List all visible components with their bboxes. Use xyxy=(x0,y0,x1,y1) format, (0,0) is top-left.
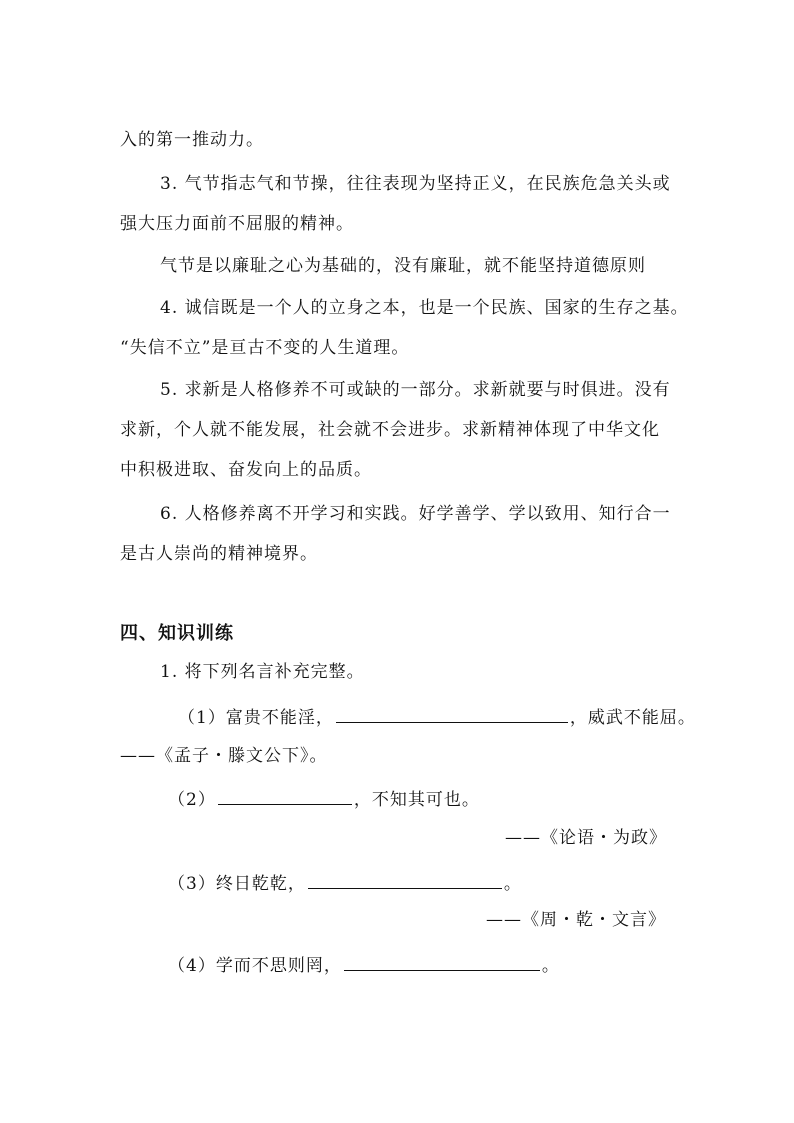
item-prefix: （2） xyxy=(168,790,216,810)
paragraph-line: 入的第一推动力。 xyxy=(120,130,264,150)
paragraph-line: 6. 人格修养离不开学习和实践。好学善学、学以致用、知行合一 xyxy=(160,504,671,524)
paragraph-line: 中积极进取、奋发向上的品质。 xyxy=(120,460,372,480)
paragraph-line: 是古人崇尚的精神境界。 xyxy=(120,544,318,564)
paragraph-line: 4. 诚信既是一个人的立身之本，也是一个民族、国家的生存之基。 xyxy=(160,298,689,318)
answer-blank[interactable] xyxy=(336,704,568,723)
fill-in-item-2 xyxy=(168,786,480,812)
fill-in-item-3 xyxy=(168,870,522,896)
question-title: 1. 将下列名言补充完整。 xyxy=(160,662,365,682)
answer-blank[interactable] xyxy=(308,870,502,889)
item-suffix: 。 xyxy=(541,956,560,976)
item-source: ——《论语・为政》 xyxy=(505,828,667,848)
item-prefix: （1）富贵不能淫， xyxy=(178,708,334,728)
section-heading: 四、知识训练 xyxy=(120,623,234,644)
paragraph-line: “失信不立”是亘古不变的人生道理。 xyxy=(120,338,410,358)
item-prefix: （3）终日乾乾， xyxy=(168,874,306,894)
item-suffix: 。 xyxy=(503,874,522,894)
item-source: ——《孟子・滕文公下》。 xyxy=(120,746,328,766)
paragraph-line: 气节是以廉耻之心为基础的，没有廉耻，就不能坚持道德原则 xyxy=(160,256,646,276)
answer-blank[interactable] xyxy=(218,786,352,805)
item-prefix: （4）学而不思则罔， xyxy=(168,956,342,976)
fill-in-item-1 xyxy=(178,704,696,730)
answer-blank[interactable] xyxy=(344,952,540,971)
paragraph-line: 5. 求新是人格修养不可或缺的一部分。求新就要与时俱进。没有 xyxy=(160,380,671,400)
paragraph-line: 3. 气节指志气和节操，往往表现为坚持正义，在民族危急关头或 xyxy=(160,174,671,194)
paragraph-line: 强大压力面前不屈服的精神。 xyxy=(120,214,354,234)
fill-in-item-4 xyxy=(168,952,560,978)
paragraph-line: 求新，个人就不能发展，社会就不会进步。求新精神体现了中华文化 xyxy=(120,420,660,440)
item-suffix: ，威武不能屈。 xyxy=(569,708,696,728)
item-suffix: ，不知其可也。 xyxy=(353,790,480,810)
item-source: ——《周・乾・文言》 xyxy=(486,910,666,930)
